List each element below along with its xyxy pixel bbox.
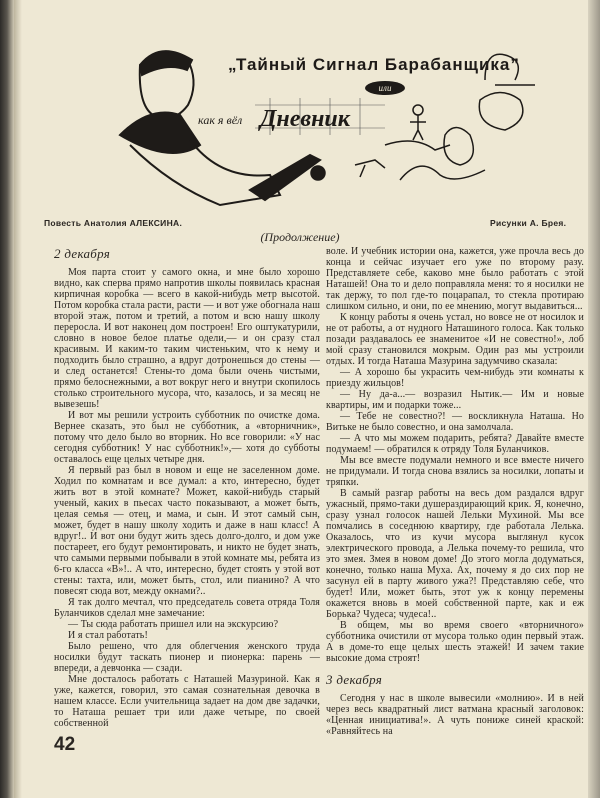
paragraph: Мы все вместе подумали немного и все вместе ничего не придумали. И тогда снова взялись за носилки, лопаты и тряпки. [326, 455, 584, 488]
paragraph: Моя парта стоит у самого окна, и мне было хорошо видно, как сперва прямо напротив школы появилась красная кирпичная коробка — всего в какой-нибудь метр высотой. Потом коробка стала расти, расти — и вот уже обогнала наш второй этаж, потом и третий, а потом и всю нашу школу переросла. И вот наконец дом построен! Его оштукатурили, словно в новое белое платье одели,— и он сразу стал красивым. И каким-то таким чистеньким, что к нему и подходить было страшно, а вдруг дотронешься до стены — и след останется! Стены-то дома были очень чистыми, прямо белоснежными, а вот вокруг него и внутри скопилось столько строительного мусора, что, казалось, и за месяц не вывезешь! [54, 267, 320, 410]
right-column [326, 246, 584, 737]
author-credit: Повесть Анатолия АЛЕКСИНА. [44, 218, 183, 228]
paragraph: — Ну да-а...— возразил Нытик.— Им и новые квартиры, им и подарки тоже... [326, 389, 584, 411]
left-column [54, 246, 320, 755]
paragraph: воле. И учебник истории она, кажется, уже прочла весь до конца и сейчас изучает его уже по второму разу. Представляете себе, каково мне было работать с этой Наташей! Она то и дело поправляла меня: то я носилки не так держу, то пол где-то поцарапал, то стекла протираю слишком сильно, и они, по ее мнению, могут выдавиться... [326, 246, 584, 312]
entry-date: 3 декабря [326, 672, 383, 687]
subtitle-prefix: как я вёл [198, 113, 243, 127]
title-lettering: „Тайный Сигнал Барабанщика” [228, 55, 520, 74]
paragraph: В общем, мы во время своего «вторничного» субботника очистили от мусора только один первый этаж. А в доме-то еще целых шесть этажей! И зачем такие высокие дома строят! [326, 620, 584, 664]
paragraph: Было решено, что для облегчения женского труда носилки будут таскать пионер и пионерка: парень — впереди, а девчонка — сзади. [54, 641, 320, 674]
paragraph: И я стал работать! [68, 630, 148, 641]
page-gutter [14, 0, 22, 798]
paragraph: В самый разгар работы на весь дом раздался вдруг ужасный, прямо-таки душераздирающий крик. Я, конечно, сразу узнал голосок нашей Лельки Мухиной. Мы все помчались в соседнюю квартиру, где работала Лелька. Оказалось, что из кучи мусора выглянул кусок электрического провода, а Лелька почему-то решила, что это змея. Змея в новом доме! До этого могла додуматься, конечно, только наша Муха. Ах, почему я до сих пор не засунул ей в парту живого ужа?! Представляю себе, что будет! Или, может быть, этот уж к концу перемены окажется вновь в моей собственной парте, как и еж Борька? Чудеса; чудеса!.. [326, 488, 584, 620]
subtitle-word: Дневник [260, 106, 350, 132]
paragraph: Сегодня у нас в школе вывесили «молнию». И в ней через весь квадратный лист ватмана красный заголовок: «Ценная инициатива!». А чуть пониже синей краской: «Равняйтесь на [326, 693, 584, 737]
paragraph: К концу работы я очень устал, но вовсе не от носилок и не от работы, а от нудного Наташиного голоса. Как только позади раздавалось ее знаменитое «И не совестно!», лоб мой сразу становился мокрым. Один раз мы устроили отдых. И тогда Наташа Мазурина задумчиво сказала: [326, 312, 584, 367]
paragraph: — Ты сюда работать пришел или на экскурсию? [68, 619, 279, 630]
illustrator-credit: Рисунки А. Брея. [490, 218, 567, 228]
paragraph: — А хорошо бы украсить чем-нибудь эти комнаты к приезду жильцов! [326, 367, 584, 389]
next-page-edge [588, 0, 600, 798]
book-binding [0, 0, 14, 798]
title-illustration [100, 40, 570, 215]
paragraph: Я первый раз был в новом и еще не заселенном доме. Ходил по комнатам и все думал: а кто, интересно, будет жить вот в этой комнате? Может, какой-нибудь старый ученый, каких в пьесах часто показывают, а может быть, целая семья — отец, и мама, и сын. И этот самый сын, может, будет в нашу школу ходить и даже в наш класс! А вдруг!.. И вот они будут жить здесь долго-долго, и дом уже постареет, его будут ремонтировать, и никто не будет знать, что самыми первыми побывали в этой комнате мы, ребята из 6-го класса «В»!.. А что, интересно, будет стоять у этой вот стены: тахта, или, может быть, стол, или пианино? А что повесят сюда вот, между окнами?.. [54, 465, 320, 597]
paragraph: И вот мы решили устроить субботник по очистке дома. Вернее сказать, это был не субботник, а «вторничник», потому что дело было во вторник. Но все говорили: «У нас сегодня субботник! У нас субботник!»,— хотя до субботы оставалось еще целых четыре дня. [54, 410, 320, 465]
paragraph: Я так долго мечтал, что председатель совета отряда Толя Буланчиков сделал мне замечание: [54, 597, 320, 619]
entry-date: 2 декабря [54, 246, 111, 261]
paragraph: — Тебе не совестно?! — воскликнула Наташа. Но Витьке не было совестно, и она замолчала. [326, 411, 584, 433]
page-number: 42 [54, 734, 76, 755]
or-lettering: или [378, 83, 392, 93]
paragraph: — А что мы можем подарить, ребята? Давайте вместе подумаем! — обратился к отряду Толя Буланчиков. [326, 433, 584, 455]
paragraph: Мне досталось работать с Наташей Мазуриной. Как я уже, кажется, говорил, это самая сознательная девочка в нашем классе. Если учительница задает на дом две задачки, то Наташа решает три или даже четыре, по своей собственной [54, 674, 320, 729]
continued-label: (Продолжение) [260, 230, 340, 244]
